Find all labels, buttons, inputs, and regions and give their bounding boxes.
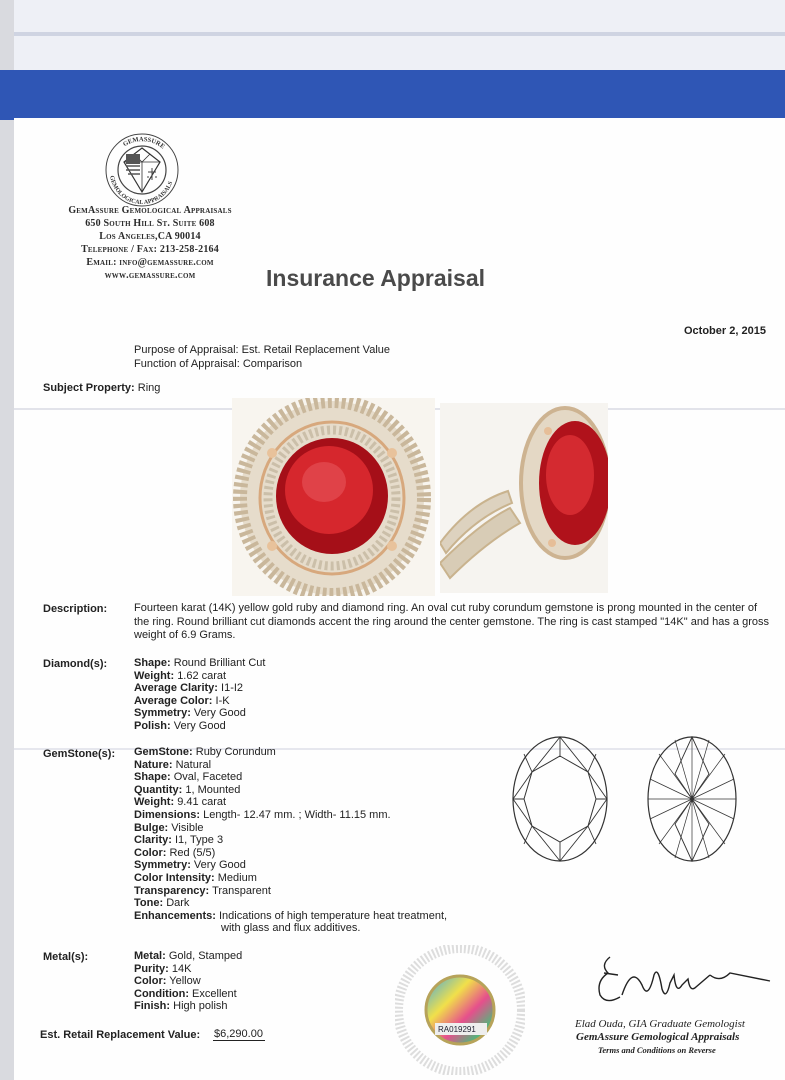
svg-text:GEMASSURE: GEMASSURE <box>121 136 166 151</box>
field-row-continued: with glass and flux additives. <box>221 922 361 935</box>
value-amount: $6,290.00 <box>214 1028 263 1040</box>
field-row: Finish: High polish <box>134 1000 228 1013</box>
oval-crown-diagram <box>510 734 610 869</box>
field-row: Shape: Oval, Faceted <box>134 771 243 784</box>
seal-code: RA019291 <box>438 1025 476 1034</box>
company-block <box>40 204 260 282</box>
company-website[interactable]: www.gemassure.com <box>104 270 196 281</box>
signer-name: Elad Ouda, GIA Graduate Gemologist <box>575 1018 745 1030</box>
field-row: Quantity: 1, Mounted <box>134 783 241 796</box>
subject-property <box>43 382 160 394</box>
field-row: Enhancements: Indications of high temperature heat treatment, <box>134 909 448 922</box>
svg-text:GEMOLOGICAL APPRAISALS: GEMOLOGICAL APPRAISALS <box>108 175 175 207</box>
company-phone: Telephone / Fax: 213-258-2164 <box>81 244 219 255</box>
company-address: 650 South Hill St. Suite 608 <box>85 218 215 229</box>
diamonds-label: Diamond(s): <box>43 658 108 670</box>
field-row: Average Color: I-K <box>134 694 230 707</box>
field-row: Purity: 14K <box>134 962 192 975</box>
field-row: Weight: 9.41 carat <box>134 796 227 809</box>
ring-side-photo <box>440 403 608 593</box>
field-row: Symmetry: Very Good <box>134 707 246 720</box>
subject-label: Subject Property: <box>43 382 135 394</box>
description-text: Fourteen karat (14K) yellow gold ruby and diamond ring. An oval cut ruby corundum gemstone is prong mounted in the center of the ring. Round brilliant cut diamonds accent the ring around the center gemstone. The ring is cast stamped "14K" and has a gross weight of 6.9 Grams. <box>134 602 769 641</box>
company-city: Los Angeles,CA 90014 <box>99 231 201 242</box>
field-row: Average Clarity: I1-I2 <box>134 682 244 695</box>
sheet-divider <box>14 32 785 36</box>
function-text: Function of Appraisal: Comparison <box>134 358 303 370</box>
field-row: Shape: Round Brilliant Cut <box>134 657 266 669</box>
field-row: Color: Yellow <box>134 975 201 988</box>
terms-note: Terms and Conditions on Reverse <box>598 1045 716 1055</box>
gemassure-logo <box>104 132 180 208</box>
company-email[interactable]: Email: info@gemassure.com <box>86 257 214 268</box>
oval-pavilion-diagram <box>645 734 740 869</box>
field-row: Metal: Gold, Stamped <box>134 950 243 962</box>
diamonds-fields <box>134 657 265 733</box>
company-name: GemAssure Gemological Appraisals <box>68 205 232 216</box>
description-label: Description: <box>43 603 108 615</box>
gemstones-label: GemStone(s): <box>43 748 116 760</box>
field-row: Transparency: Transparent <box>134 884 271 897</box>
field-row: Dimensions: Length- 12.47 mm. ; Width- 11.15 mm. <box>134 808 391 821</box>
metals-label: Metal(s): <box>43 951 89 963</box>
value-label: Est. Retail Replacement Value: <box>40 1029 201 1041</box>
purpose-text: Purpose of Appraisal: Est. Retail Replacement Value <box>134 344 390 356</box>
field-row: Clarity: I1, Type 3 <box>134 834 224 847</box>
field-row: GemStone: Ruby Corundum <box>134 746 276 758</box>
field-row: Tone: Dark <box>134 897 190 910</box>
field-row: Bulge: Visible <box>134 821 204 834</box>
appraisal-date: October 2, 2015 <box>684 325 766 337</box>
field-row: Nature: Natural <box>134 758 212 771</box>
field-row: Symmetry: Very Good <box>134 859 246 872</box>
subject-value: Ring <box>137 382 161 394</box>
page-title: Insurance Appraisal <box>266 265 486 291</box>
field-row: Polish: Very Good <box>134 719 226 732</box>
signer-company: GemAssure Gemological Appraisals <box>576 1031 740 1043</box>
metals-fields <box>134 950 242 1013</box>
field-row: Weight: 1.62 carat <box>134 669 227 682</box>
underlying-sheet <box>14 0 785 71</box>
hologram-seal <box>395 945 525 1075</box>
blue-header-band <box>0 70 785 120</box>
field-row: Color Intensity: Medium <box>134 871 257 884</box>
gemstones-fields <box>134 746 447 935</box>
field-row: Color: Red (5/5) <box>134 846 216 859</box>
field-row: Condition: Excellent <box>134 987 237 1000</box>
ring-front-photo <box>232 398 435 596</box>
